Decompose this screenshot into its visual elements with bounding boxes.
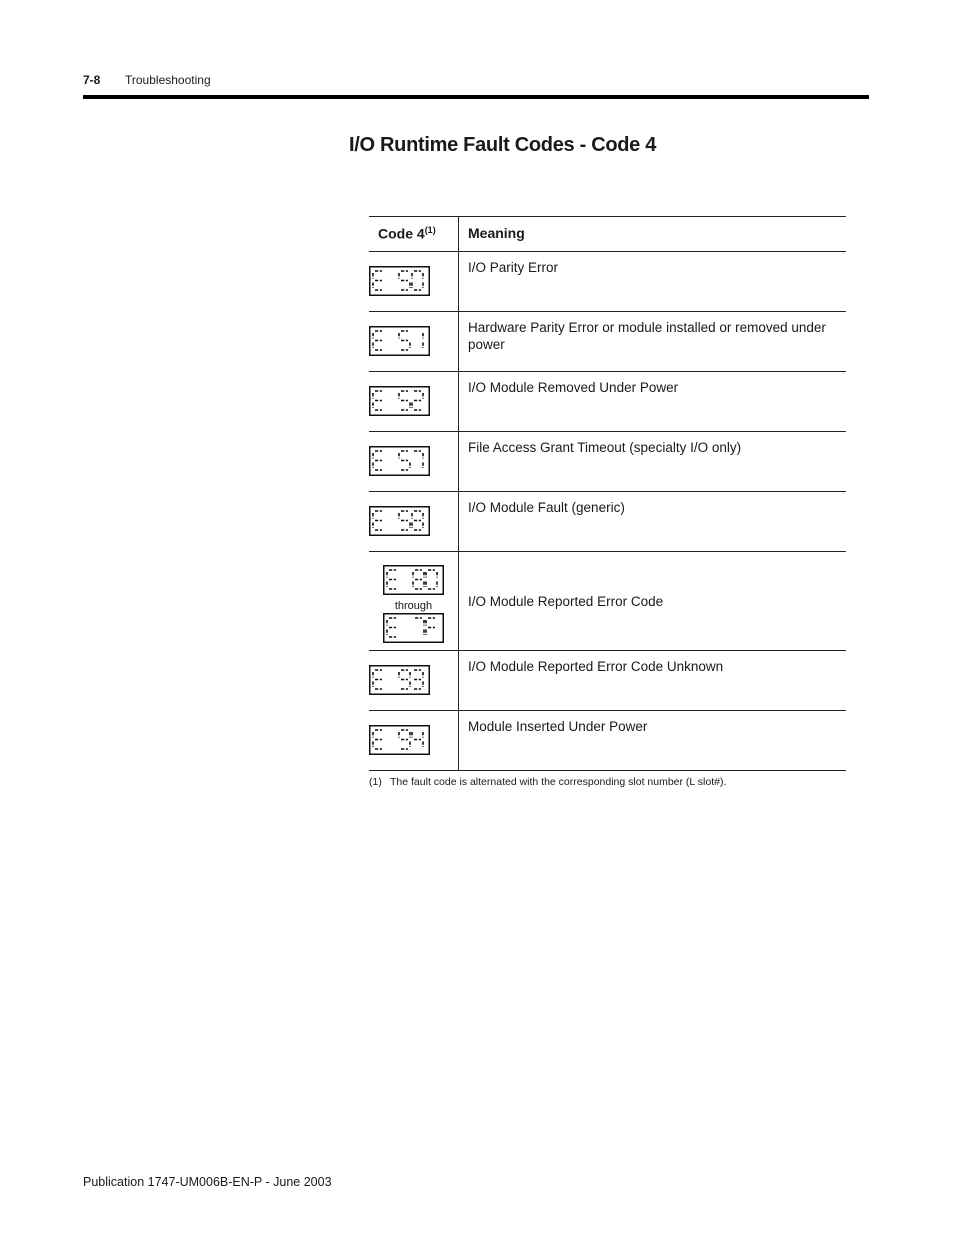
meaning-text: I/O Module Reported Error Code Unknown	[468, 659, 724, 674]
meaning-cell	[459, 312, 847, 372]
seven-segment-display	[369, 506, 430, 536]
header-rule	[83, 95, 869, 99]
seven-segment-display	[369, 386, 430, 416]
footnote-text: The fault code is alternated with the corresponding slot number (L slot#).	[390, 776, 727, 788]
range-word: through	[394, 600, 433, 612]
publication-footer: Publication 1747-UM006B-EN-P - June 2003	[83, 1175, 332, 1189]
code-column-header	[369, 217, 459, 252]
meaning-cell	[459, 492, 847, 552]
page-title: I/O Runtime Fault Codes - Code 4	[349, 134, 657, 156]
meaning-column-label: Meaning	[468, 225, 525, 241]
page-header	[83, 73, 211, 87]
meaning-text: I/O Module Fault (generic)	[468, 500, 625, 515]
meaning-text: I/O Module Reported Error Code	[468, 593, 664, 609]
table-row	[369, 252, 846, 312]
meaning-column-header	[459, 217, 847, 252]
table-row	[369, 651, 846, 711]
table-row	[369, 492, 846, 552]
meaning-cell	[459, 432, 847, 492]
meaning-cell	[459, 651, 847, 711]
footnote-ref: (1)	[424, 225, 436, 235]
meaning-text: File Access Grant Timeout (specialty I/O only)	[468, 440, 742, 455]
table-row	[369, 432, 846, 492]
seven-segment-display	[383, 613, 444, 646]
page-number: 7-8	[83, 73, 101, 87]
footnote-number: (1)	[369, 776, 382, 788]
meaning-cell	[459, 552, 847, 651]
meaning-text: Module Inserted Under Power	[468, 719, 648, 734]
table-row	[369, 552, 846, 651]
table-footnote	[369, 776, 726, 788]
code-column-label: Code 4	[378, 225, 425, 242]
code-cell	[369, 252, 459, 312]
section-name: Troubleshooting	[125, 73, 211, 87]
code-cell	[369, 651, 459, 711]
table-header-row	[369, 217, 846, 252]
seven-segment-display	[369, 446, 430, 476]
code-cell	[369, 492, 459, 552]
meaning-text: I/O Parity Error	[468, 260, 559, 275]
meaning-text: Hardware Parity Error or module installed or removed under power	[468, 320, 826, 352]
code-cell	[369, 312, 459, 372]
meaning-cell	[459, 252, 847, 312]
code-cell	[369, 372, 459, 432]
seven-segment-display	[369, 725, 430, 755]
code-cell	[369, 711, 459, 771]
seven-segment-display	[369, 266, 430, 296]
code-cell	[369, 432, 459, 492]
table-row	[369, 711, 846, 771]
seven-segment-display	[369, 326, 430, 356]
seven-segment-display	[369, 665, 430, 695]
meaning-cell	[459, 711, 847, 771]
meaning-cell	[459, 372, 847, 432]
code-cell	[369, 552, 459, 651]
seven-segment-display	[383, 565, 444, 598]
meaning-text: I/O Module Removed Under Power	[468, 380, 679, 395]
table-row	[369, 372, 846, 432]
fault-code-table	[369, 216, 846, 771]
table-row	[369, 312, 846, 372]
